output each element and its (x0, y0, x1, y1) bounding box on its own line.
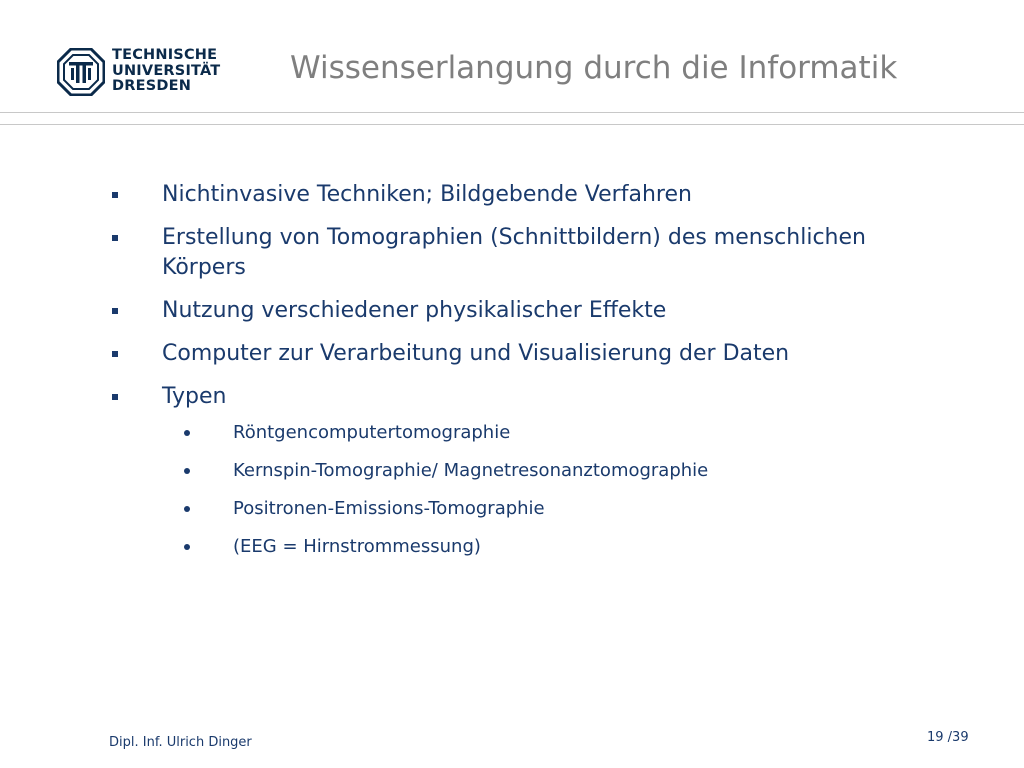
bullet-item (112, 296, 942, 326)
round-bullet-icon (184, 468, 190, 474)
footer-author: Dipl. Inf. Ulrich Dinger (109, 735, 252, 750)
sub-bullet-item (112, 534, 942, 560)
sub-bullet-item (112, 420, 942, 446)
round-bullet-icon (184, 506, 190, 512)
sub-bullet-text: Kernspin-Tomographie/ Magnetresonanztomographie (233, 460, 709, 481)
square-bullet-icon (112, 192, 118, 198)
tu-dresden-emblem-icon (57, 48, 105, 96)
header-divider-top (0, 112, 1024, 113)
bullet-text: Computer zur Verarbeitung und Visualisierung der Daten (162, 341, 790, 366)
bullet-item (112, 339, 942, 369)
sub-bullet-text: (EEG = Hirnstrommessung) (233, 536, 481, 557)
square-bullet-icon (112, 351, 118, 357)
logo-line-1: TECHNISCHE (112, 47, 218, 63)
slide-title: Wissenserlangung durch die Informatik (290, 50, 898, 86)
square-bullet-icon (112, 394, 118, 400)
round-bullet-icon (184, 544, 190, 550)
logo-wordmark (112, 48, 220, 95)
square-bullet-icon (112, 235, 118, 241)
square-bullet-icon (112, 308, 118, 314)
round-bullet-icon (184, 430, 190, 436)
bullet-text: Nutzung verschiedener physikalischer Effekte (162, 298, 667, 323)
sub-bullet-item (112, 496, 942, 522)
bullet-text: Nichtinvasive Techniken; Bildgebende Verfahren (162, 182, 692, 207)
logo-line-3: DRESDEN (112, 78, 192, 94)
page-number: 19 /39 (927, 730, 969, 745)
logo-line-2: UNIVERSITÄT (112, 62, 221, 79)
bullet-list (112, 180, 942, 572)
sub-bullet-item (112, 458, 942, 484)
tu-dresden-logo (57, 48, 227, 100)
bullet-text: Erstellung von Tomographien (Schnittbildern) des menschlichen Körpers (162, 225, 866, 280)
bullet-item (112, 180, 942, 210)
bullet-item (112, 382, 942, 412)
sub-bullet-text: Positronen-Emissions-Tomographie (233, 498, 545, 519)
header-divider-bottom (0, 124, 1024, 125)
bullet-text: Typen (162, 384, 227, 409)
sub-bullet-text: Röntgencomputertomographie (233, 422, 511, 443)
bullet-item (112, 223, 942, 283)
